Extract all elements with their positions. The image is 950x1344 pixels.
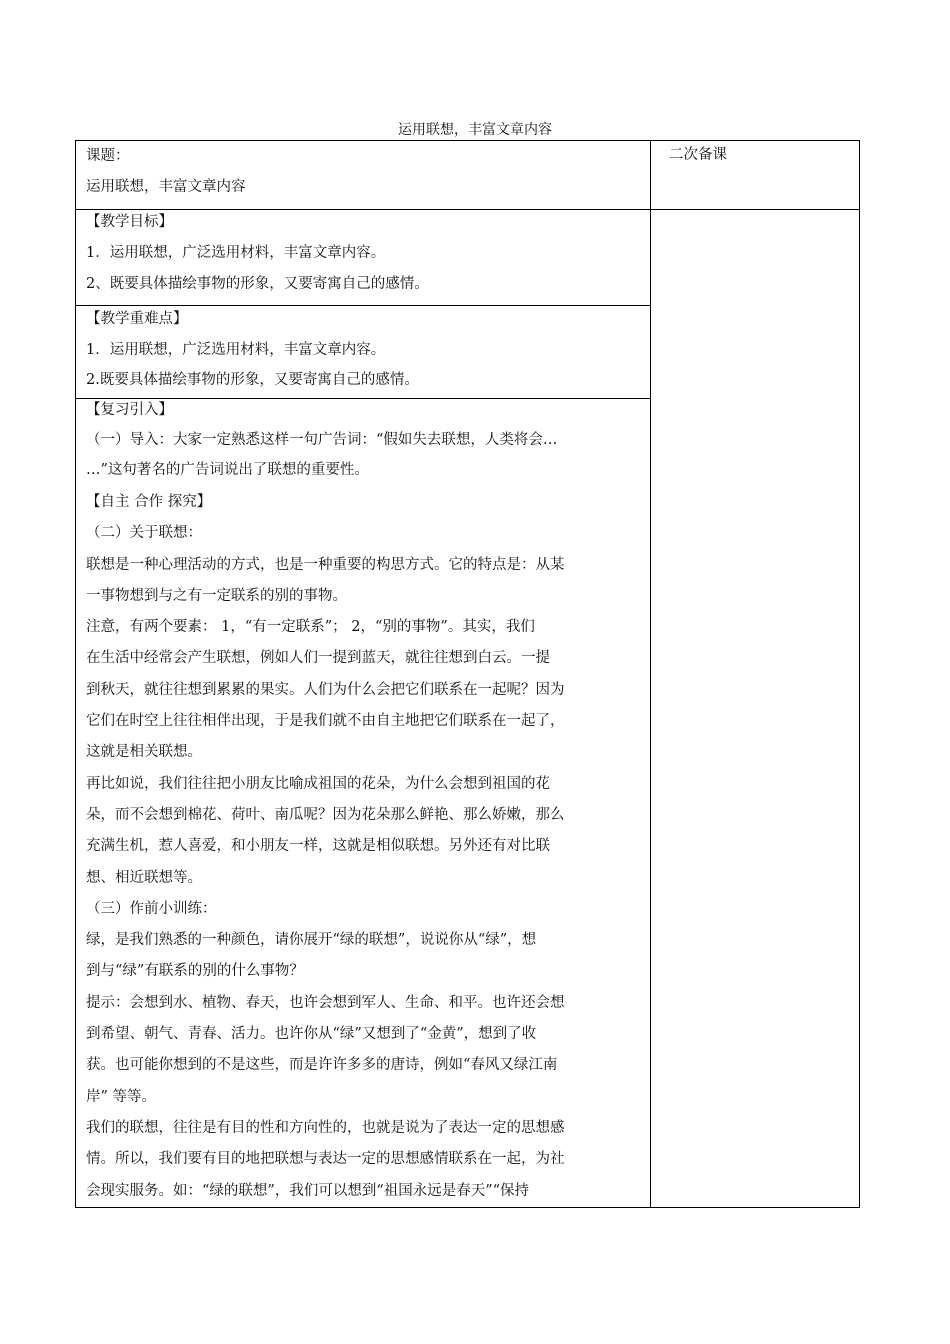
inquiry-line: 岸” 等等。 (86, 1088, 157, 1105)
inquiry-line: 想、相近联想等。 (86, 869, 202, 886)
inquiry-line: 一事物想到与之有一定联系的别的事物。 (86, 587, 347, 604)
inquiry-line: 到希望、朝气、青春、活力。也许你从“绿”又想到了“金黄”，想到了收 (86, 1026, 537, 1043)
inquiry-line: （三）作前小训练： (86, 900, 217, 917)
key-point-item: 2.既要具体描绘事物的形象，又要寄寓自己的感情。 (86, 372, 419, 388)
key-points-heading: 【教学重难点】 (86, 311, 188, 327)
inquiry-line: 在生活中经常会产生联想，例如人们一提到蓝天，就往往想到白云。一提 (86, 650, 550, 667)
inquiry-cell (86, 487, 641, 1207)
inquiry-line: 再比如说，我们往往把小朋友比喻成祖国的花朵，为什么会想到祖国的花 (86, 775, 550, 792)
review-line: （一）导入：大家一定熟悉这样一句广告词：“假如失去联想，人类将会… (86, 432, 558, 448)
review-cell (86, 395, 641, 485)
inquiry-line: 朵，而不会想到棉花、荷叶、南瓜呢？因为花朵那么鲜艳、那么娇嫩，那么 (86, 806, 565, 823)
key-point-item: 1．运用联想，广泛选用材料，丰富文章内容。 (86, 341, 386, 358)
review-heading: 【复习引入】 (86, 402, 173, 418)
inquiry-line: 联想是一种心理活动的方式，也是一种重要的构思方式。它的特点是：从某 (86, 556, 565, 573)
lesson-plan-table (75, 140, 860, 1208)
column-divider (650, 141, 651, 1207)
secondary-prep-header: 二次备课 (669, 147, 727, 163)
inquiry-line: 获。也可能你想到的不是这些，而是许许多多的唐诗，例如“春风又绿江南 (86, 1057, 558, 1074)
inquiry-line: 这就是相关联想。 (86, 744, 202, 761)
inquiry-line: 提示：会想到水、植物、春天，也许会想到军人、生命、和平。也许还会想 (86, 994, 565, 1011)
inquiry-line: 它们在时空上往往相伴出现，于是我们就不由自主地把它们联系在一起了， (86, 713, 565, 730)
review-line: …”这句著名的广告词说出了联想的重要性。 (86, 462, 369, 478)
document-title: 运用联想，丰富文章内容 (398, 122, 552, 138)
inquiry-line: 会现实服务。如：“绿的联想”，我们可以想到“祖国永远是春天”“保持 (86, 1182, 530, 1199)
objective-item: 2、既要具体描绘事物的形象，又要寄寓自己的感情。 (86, 276, 429, 292)
inquiry-line: 充满生机，惹人喜爱，和小朋友一样，这就是相似联想。另外还有对比联 (86, 838, 550, 855)
objectives-cell (86, 207, 641, 300)
topic-title: 运用联想，丰富文章内容 (86, 179, 246, 195)
inquiry-line: （二）关于联想： (86, 525, 202, 542)
topic-cell (86, 141, 641, 203)
key-points-cell (86, 304, 641, 396)
inquiry-line: 注意，有两个要素： 1，“有一定联系”； 2，“别的事物”。其实，我们 (86, 619, 535, 636)
topic-label: 课题： (86, 148, 130, 164)
inquiry-line: 到与“绿”有联系的别的什么事物？ (86, 963, 304, 980)
inquiry-line: 我们的联想，往往是有目的性和方向性的，也就是说为了表达一定的思想感 (86, 1119, 565, 1136)
inquiry-line: 绿，是我们熟悉的一种颜色，请你展开“绿的联想”，说说你从“绿”，想 (86, 932, 537, 949)
inquiry-line: 情。所以，我们要有目的地把联想与表达一定的思想感情联系在一起，为社 (86, 1151, 565, 1168)
objectives-heading: 【教学目标】 (86, 214, 173, 230)
inquiry-line: 到秋天，就往往想到累累的果实。人们为什么会把它们联系在一起呢？因为 (86, 681, 565, 698)
inquiry-heading: 【自主 合作 探究】 (86, 494, 212, 510)
objective-item: 1．运用联想，广泛选用材料，丰富文章内容。 (86, 245, 386, 261)
